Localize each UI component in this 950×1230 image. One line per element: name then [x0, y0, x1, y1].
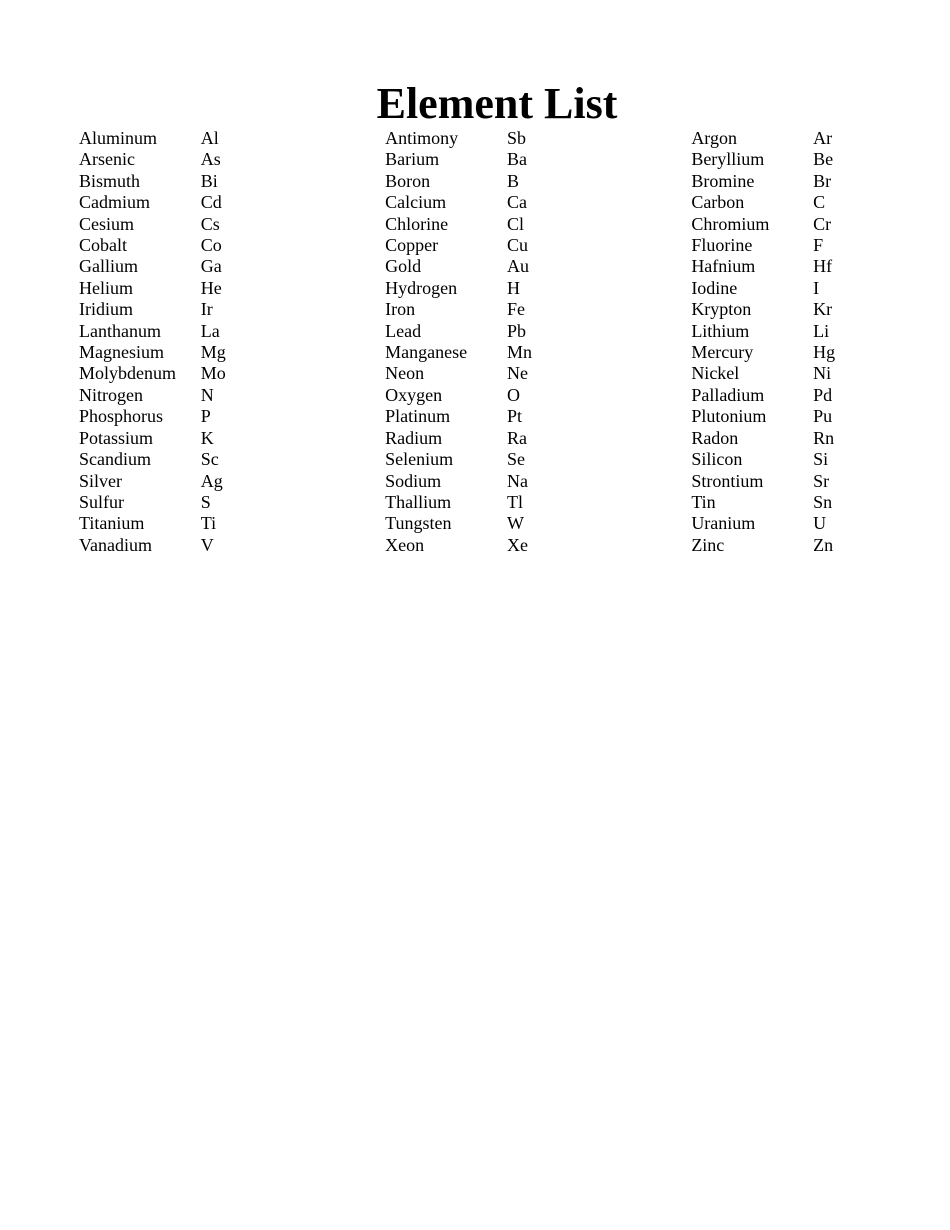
element-symbol: La [200, 320, 220, 341]
element-symbol: As [200, 149, 221, 170]
element-name: Titanium [79, 513, 145, 534]
element-name: Krypton [691, 299, 752, 320]
element-name: Bromine [691, 170, 755, 191]
element-name: Thallium [385, 491, 452, 512]
element-name: Zinc [691, 534, 725, 555]
element-name: Molybdenum [79, 363, 176, 384]
table-row [79, 385, 879, 406]
table-row [79, 171, 879, 192]
element-name: Radon [691, 427, 739, 448]
table-row [79, 406, 879, 427]
element-symbol: H [506, 277, 520, 298]
element-symbol: Ca [506, 192, 527, 213]
element-symbol: S [200, 491, 211, 512]
element-symbol: Ti [200, 513, 217, 534]
element-symbol: W [506, 513, 524, 534]
element-name: Lead [385, 320, 422, 341]
element-symbol: Rn [813, 427, 835, 448]
table-row [79, 278, 879, 299]
element-symbol: Ne [506, 363, 528, 384]
element-symbol: Hf [813, 256, 833, 277]
element-symbol: Pd [813, 384, 833, 405]
page-title: Element List [376, 79, 618, 128]
element-symbol: Cd [200, 192, 222, 213]
element-table-body [79, 128, 879, 556]
element-symbol: Ba [506, 149, 527, 170]
element-symbol: K [200, 427, 214, 448]
table-row [79, 471, 879, 492]
element-name: Fluorine [691, 235, 753, 256]
table-row [79, 363, 879, 384]
element-symbol: He [200, 277, 222, 298]
table-row [79, 235, 879, 256]
element-symbol: Br [813, 170, 832, 191]
element-name: Neon [385, 363, 425, 384]
element-name: Tin [691, 491, 716, 512]
element-symbol: Cs [200, 213, 220, 234]
element-symbol: U [813, 513, 827, 534]
element-name: Mercury [691, 342, 754, 363]
table-row [79, 342, 879, 363]
element-symbol: Pt [506, 406, 522, 427]
element-symbol: V [200, 534, 214, 555]
element-name: Nitrogen [79, 384, 143, 405]
element-name: Silicon [691, 449, 743, 470]
element-symbol: O [506, 384, 520, 405]
element-symbol: Bi [200, 170, 218, 191]
element-name: Radium [385, 427, 443, 448]
element-name: Gold [385, 256, 422, 277]
element-name: Cobalt [79, 235, 127, 256]
element-symbol: N [200, 384, 214, 405]
element-symbol: Sr [813, 470, 830, 491]
element-name: Gallium [79, 256, 138, 277]
element-symbol: Hg [813, 342, 836, 363]
element-name: Tungsten [385, 513, 452, 534]
element-symbol: Co [200, 235, 222, 256]
element-name: Iridium [79, 299, 133, 320]
table-row [79, 256, 879, 277]
element-name: Silver [79, 470, 122, 491]
element-symbol: Zn [813, 534, 834, 555]
element-symbol: Sc [200, 449, 219, 470]
element-name: Sodium [385, 470, 442, 491]
element-name: Cesium [79, 213, 135, 234]
element-symbol: Tl [506, 491, 523, 512]
element-symbol: Fe [506, 299, 525, 320]
element-name: Antimony [385, 128, 459, 148]
element-symbol: Ir [200, 299, 213, 320]
element-symbol: Be [813, 149, 834, 170]
element-name: Phosphorus [79, 406, 164, 427]
element-symbol: Pb [506, 320, 526, 341]
element-name: Boron [385, 170, 431, 191]
element-name: Lanthanum [79, 320, 161, 341]
element-name: Potassium [79, 427, 154, 448]
element-name: Plutonium [691, 406, 767, 427]
element-name: Cadmium [79, 192, 150, 213]
element-name: Helium [79, 277, 133, 298]
element-symbol: P [200, 406, 211, 427]
element-name: Palladium [691, 384, 765, 405]
element-symbol: C [813, 192, 826, 213]
element-name: Argon [691, 128, 737, 148]
element-name: Hafnium [691, 256, 756, 277]
table-row [79, 321, 879, 342]
element-symbol: Sn [813, 491, 833, 512]
element-name: Chromium [691, 213, 770, 234]
element-name: Barium [385, 149, 440, 170]
element-name: Selenium [385, 449, 454, 470]
element-name: Copper [385, 235, 439, 256]
element-symbol: Na [506, 470, 528, 491]
element-symbol: Li [813, 320, 830, 341]
element-name: Aluminum [79, 128, 158, 148]
element-name: Bismuth [79, 170, 141, 191]
element-symbol: Pu [813, 406, 833, 427]
table-row [79, 428, 879, 449]
element-symbol: Ra [506, 427, 527, 448]
element-symbol: Cr [813, 213, 832, 234]
table-row [79, 299, 879, 320]
table-row [79, 214, 879, 235]
element-symbol: B [506, 170, 519, 191]
element-name: Xeon [385, 534, 425, 555]
element-symbol: Si [813, 449, 829, 470]
table-row [79, 449, 879, 470]
element-symbol: Ga [200, 256, 222, 277]
element-symbol: Au [506, 256, 529, 277]
element-symbol: Ni [813, 363, 832, 384]
element-name: Platinum [385, 406, 451, 427]
element-symbol: I [813, 277, 820, 298]
table-row [79, 192, 879, 213]
element-symbol: F [813, 235, 824, 256]
element-name: Nickel [691, 363, 740, 384]
table-row [79, 128, 879, 149]
element-name: Chlorine [385, 213, 449, 234]
element-name: Carbon [691, 192, 745, 213]
element-symbol: Ag [200, 470, 223, 491]
element-name: Vanadium [79, 534, 152, 555]
element-symbol: Se [506, 449, 525, 470]
element-symbol: Sb [506, 128, 526, 148]
element-name: Uranium [691, 513, 756, 534]
element-symbol: Xe [506, 534, 528, 555]
element-symbol: Cl [506, 213, 524, 234]
element-symbol: Al [200, 128, 219, 148]
element-name: Calcium [385, 192, 447, 213]
element-name: Beryllium [691, 149, 765, 170]
table-row [79, 535, 879, 556]
element-name: Arsenic [79, 149, 135, 170]
element-name: Iodine [691, 277, 738, 298]
table-row [79, 513, 879, 534]
element-name: Sulfur [79, 491, 124, 512]
element-name: Oxygen [385, 384, 443, 405]
table-row [79, 492, 879, 513]
element-symbol: Ar [813, 128, 833, 148]
element-name: Lithium [691, 320, 750, 341]
element-name: Manganese [385, 342, 468, 363]
element-symbol: Mo [200, 363, 226, 384]
element-name: Strontium [691, 470, 764, 491]
element-symbol: Mn [506, 342, 532, 363]
element-name: Hydrogen [385, 277, 458, 298]
element-name: Scandium [79, 449, 151, 470]
table-row [79, 149, 879, 170]
element-symbol: Cu [506, 235, 528, 256]
element-symbol: Mg [200, 342, 226, 363]
element-symbol: Kr [813, 299, 833, 320]
element-name: Iron [385, 299, 416, 320]
element-table [79, 128, 879, 556]
element-name: Magnesium [79, 342, 164, 363]
